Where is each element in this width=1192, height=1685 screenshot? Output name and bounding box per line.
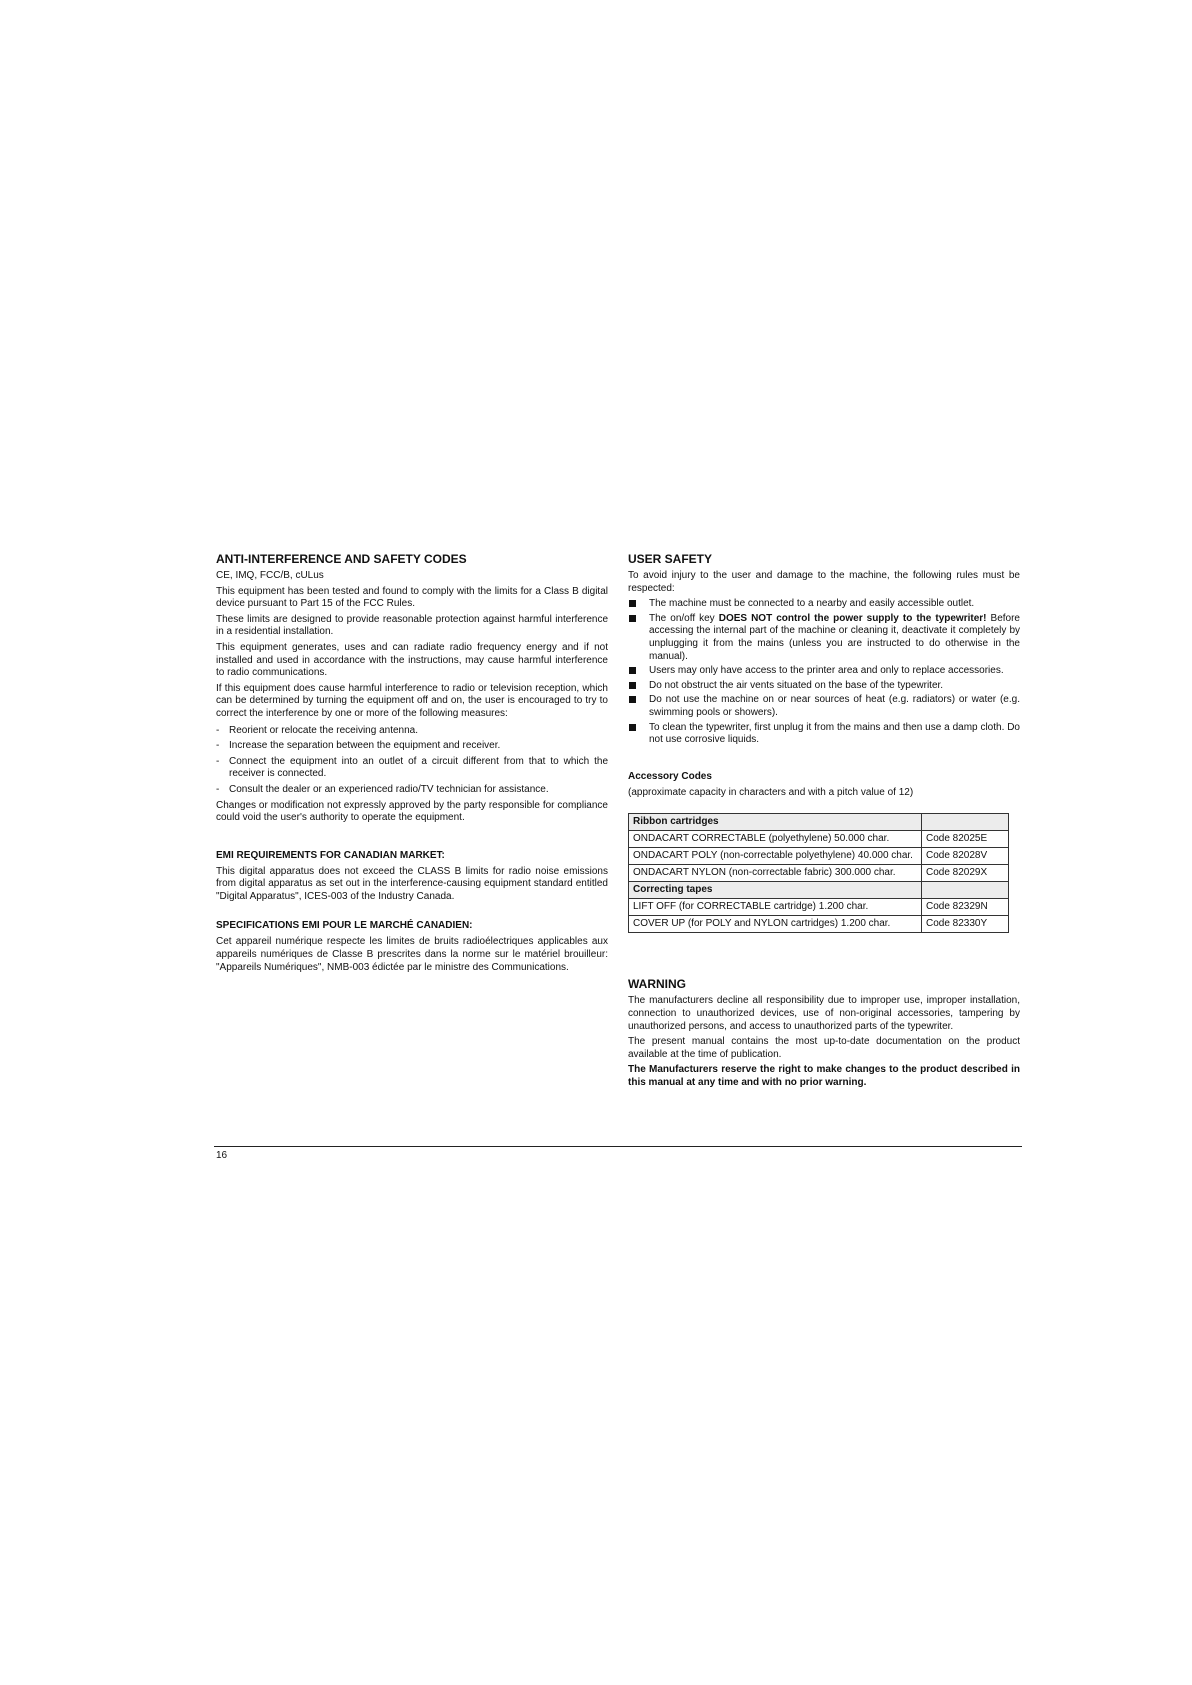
warning-title: WARNING: [628, 977, 686, 992]
list-item: To clean the typewriter, first unplug it from the mains and then use a damp cloth. Do not use corrosive liquids.: [628, 722, 1020, 747]
list-item: - Connect the equipment into an outlet of a circuit different from that to which the receiver is connected.: [216, 756, 608, 781]
user-safety-title: USER SAFETY: [628, 552, 713, 566]
bullet-square-icon: [629, 667, 636, 674]
list-item: - Reorient or relocate the receiving antenna.: [216, 725, 608, 738]
emi-french-title: SPECIFICATIONS EMI POUR LE MARCHÉ CANADIEN:: [216, 920, 473, 932]
bullet-square-icon: [629, 600, 636, 607]
list-item: Do not obstruct the air vents situated on the base of the typewriter.: [628, 680, 1020, 693]
list-item: - Increase the separation between the equipment and receiver.: [216, 740, 608, 753]
list-item: The machine must be connected to a nearby and easily accessible outlet.: [628, 598, 1020, 611]
accessory-codes-table: [628, 813, 1009, 933]
fcc-paragraph-2: These limits are designed to provide reasonable protection against harmful interference in a residential installation.: [216, 613, 608, 638]
accessory-codes-note: (approximate capacity in characters and with a pitch value of 12): [628, 786, 914, 798]
warning-paragraph-2: The present manual contains the most up-to-date documentation on the product available at the time of publication.: [628, 1036, 1020, 1060]
table-group-header: [629, 814, 1009, 831]
emi-canada-text: This digital apparatus does not exceed the CLASS B limits for radio noise emissions from digital apparatus as set out in the interference-causing equipment standard entitled "Digital Apparatus", ICES-003 of the Industry Canada.: [216, 865, 608, 902]
power-warning-emphasis: DOES NOT control the power supply to the typewriter!: [718, 612, 987, 624]
fcc-paragraph-1: This equipment has been tested and found to comply with the limits for a Class B digital device pursuant to Part 15 of the FCC Rules.: [216, 585, 608, 610]
fcc-paragraph-5: Changes or modification not expressly approved by the party responsible for compliance could void the user's authority to operate the equipment.: [216, 799, 608, 824]
table-row: LIFT OFF (for CORRECTABLE cartridge) 1.200 char. Code 82329N: [629, 899, 1009, 916]
warning-paragraph-3: The Manufacturers reserve the right to make changes to the product described in this manual at any time and with no prior warning.: [628, 1064, 1020, 1088]
table-group-header: [629, 882, 1009, 899]
user-safety-intro: To avoid injury to the user and damage to the machine, the following rules must be respected:: [628, 570, 1020, 594]
bullet-square-icon: [629, 724, 636, 731]
ribbon-cartridges-header: Ribbon cartridges: [629, 814, 922, 831]
table-row: ONDACART POLY (non-correctable polyethylene) 40.000 char. Code 82028V: [629, 848, 1009, 865]
table-row: ONDACART NYLON (non-correctable fabric) 300.000 char. Code 82029X: [629, 865, 1009, 882]
accessory-codes-title: Accessory Codes: [628, 770, 712, 782]
bullet-square-icon: [629, 696, 636, 703]
interference-measures-list: [216, 725, 608, 797]
emi-canada-title: EMI REQUIREMENTS FOR CANADIAN MARKET:: [216, 849, 445, 861]
list-item: The on/off key DOES NOT control the power supply to the typewriter! Before accessing the internal part of the machine or cleaning it, deactivate it completely by unplugging it from the mains (unless you are instructed to do otherwise in the manual).: [628, 613, 1020, 663]
list-item: - Consult the dealer or an experienced radio/TV technician for assistance.: [216, 784, 608, 797]
list-item: Do not use the machine on or near sources of heat (e.g. radiators) or water (e.g. swimming pools or showers).: [628, 694, 1020, 719]
list-item: Users may only have access to the printer area and only to replace accessories.: [628, 665, 1020, 678]
safety-rules-list: [628, 598, 1020, 747]
footer-divider: [214, 1146, 1022, 1147]
bullet-square-icon: [629, 682, 636, 689]
anti-interference-title: ANTI-INTERFERENCE AND SAFETY CODES: [216, 552, 467, 566]
fcc-paragraph-3: This equipment generates, uses and can radiate radio frequency energy and if not installed and used in accordance with the instructions, may cause harmful interference to radio communications.: [216, 641, 608, 679]
table-row: ONDACART CORRECTABLE (polyethylene) 50.000 char. Code 82025E: [629, 831, 1009, 848]
emi-french-text: Cet appareil numérique respecte les limites de bruits radioélectriques applicables aux appareils numériques de Classe B prescrites dans la norme sur le matériel brouilleur: "Appareils Numériques", NMB-003 édictée par le ministre des Communications.: [216, 936, 608, 973]
right-column: [628, 552, 1020, 1092]
page-number: 16: [216, 1150, 228, 1161]
left-column: [216, 552, 608, 977]
warning-paragraph-1: The manufacturers decline all responsibility due to improper use, improper installation, connection to unauthorized devices, use of non-original accessories, tampering by unauthorized persons, and access to unauthorized parts of the typewriter.: [628, 995, 1020, 1032]
correcting-tapes-header: Correcting tapes: [629, 882, 922, 899]
bullet-square-icon: [629, 615, 636, 622]
fcc-paragraph-4: If this equipment does cause harmful interference to radio or television reception, which can be determined by turning the equipment off and on, the user is encouraged to try to correct the interference by one or more of the following measures:: [216, 682, 608, 719]
table-row: COVER UP (for POLY and NYLON cartridges) 1.200 char. Code 82330Y: [629, 916, 1009, 933]
certification-codes: CE, IMQ, FCC/B, cULus: [216, 570, 324, 581]
